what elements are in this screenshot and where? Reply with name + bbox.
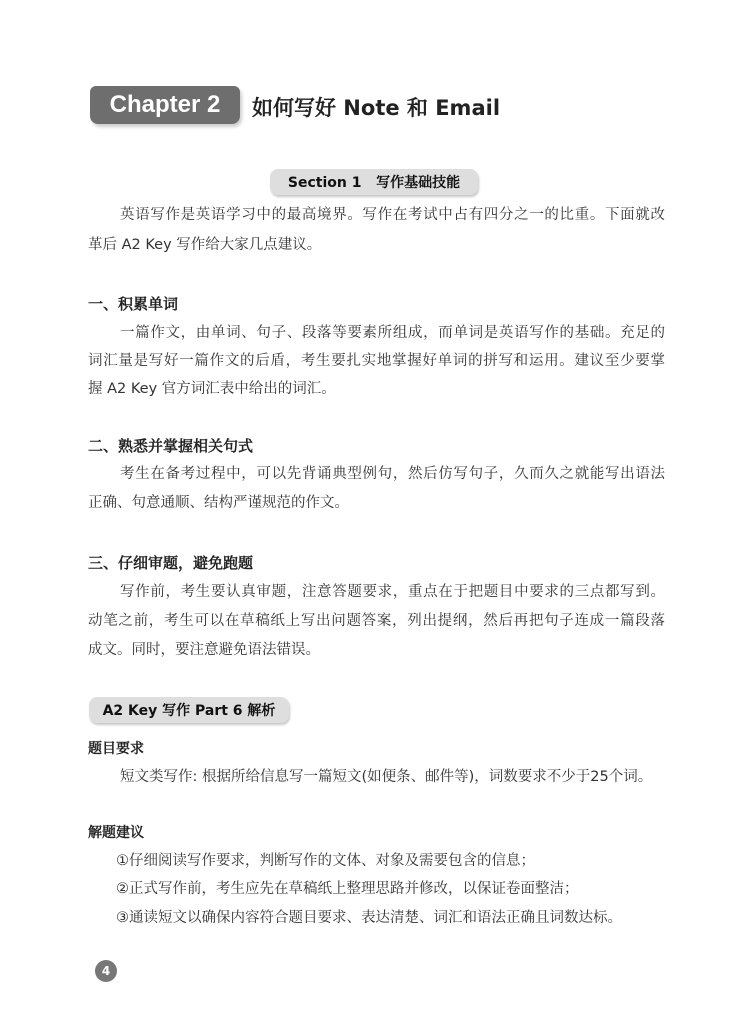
tip-item: ③通读短文以确保内容符合题目要求、表达清楚、词汇和语法正确且词数达标。 bbox=[116, 910, 622, 926]
body-line: 一篇作文，由单词、句子、段落等要素所组成，而单词是英语写作的基础。充足的 bbox=[120, 325, 665, 341]
chapter-label: Chapter 2 bbox=[90, 86, 240, 124]
body-line: 考生在备考过程中，可以先背诵典型例句，然后仿写句子，久而久之就能写出语法 bbox=[120, 466, 665, 482]
page-number: 4 bbox=[95, 960, 117, 982]
body-line: 握 A2 Key 官方词汇表中给出的词汇。 bbox=[88, 381, 336, 397]
section-label: Section 1 写作基础技能 bbox=[270, 169, 478, 195]
body-line: 词汇量是写好一篇作文的后盾，考生要扎实地掌握好单词的拼写和运用。建议至少要掌 bbox=[88, 353, 665, 369]
body-line: 写作前，考生要认真审题，注意答题要求，重点在于把题目中要求的三点都写到。 bbox=[120, 584, 665, 600]
tip-item: ②正式写作前，考生应先在草稿纸上整理思路并修改，以保证卷面整洁； bbox=[116, 881, 579, 897]
requirement-heading: 题目要求 bbox=[88, 741, 144, 757]
section-heading: 三、仔细审题，避免跑题 bbox=[88, 554, 254, 572]
chapter-title: 如何写好 Note 和 Email bbox=[252, 96, 501, 120]
tip-item: ①仔细阅读写作要求，判断写作的文体、对象及需要包含的信息； bbox=[116, 853, 535, 869]
section-heading: 一、积累单词 bbox=[88, 295, 179, 313]
body-line: 短文类写作: 根据所给信息写一篇短文(如便条、邮件等)，词数要求不少于25个词。 bbox=[120, 769, 653, 785]
intro-line: 革后 A2 Key 写作给大家几点建议。 bbox=[88, 237, 322, 253]
body-line: 成文。同时，要注意避免语法错误。 bbox=[88, 642, 320, 658]
tips-heading: 解题建议 bbox=[88, 825, 144, 841]
section-heading: 二、熟悉并掌握相关句式 bbox=[88, 437, 254, 455]
body-line: 正确、句意通顺、结构严谨规范的作文。 bbox=[88, 495, 349, 511]
body-line: 动笔之前，考生可以在草稿纸上写出问题答案，列出提纲，然后再把句子连成一篇段落 bbox=[88, 613, 665, 629]
intro-line: 英语写作是英语学习中的最高境界。写作在考试中占有四分之一的比重。下面就改 bbox=[120, 207, 665, 223]
part-label: A2 Key 写作 Part 6 解析 bbox=[89, 697, 289, 723]
